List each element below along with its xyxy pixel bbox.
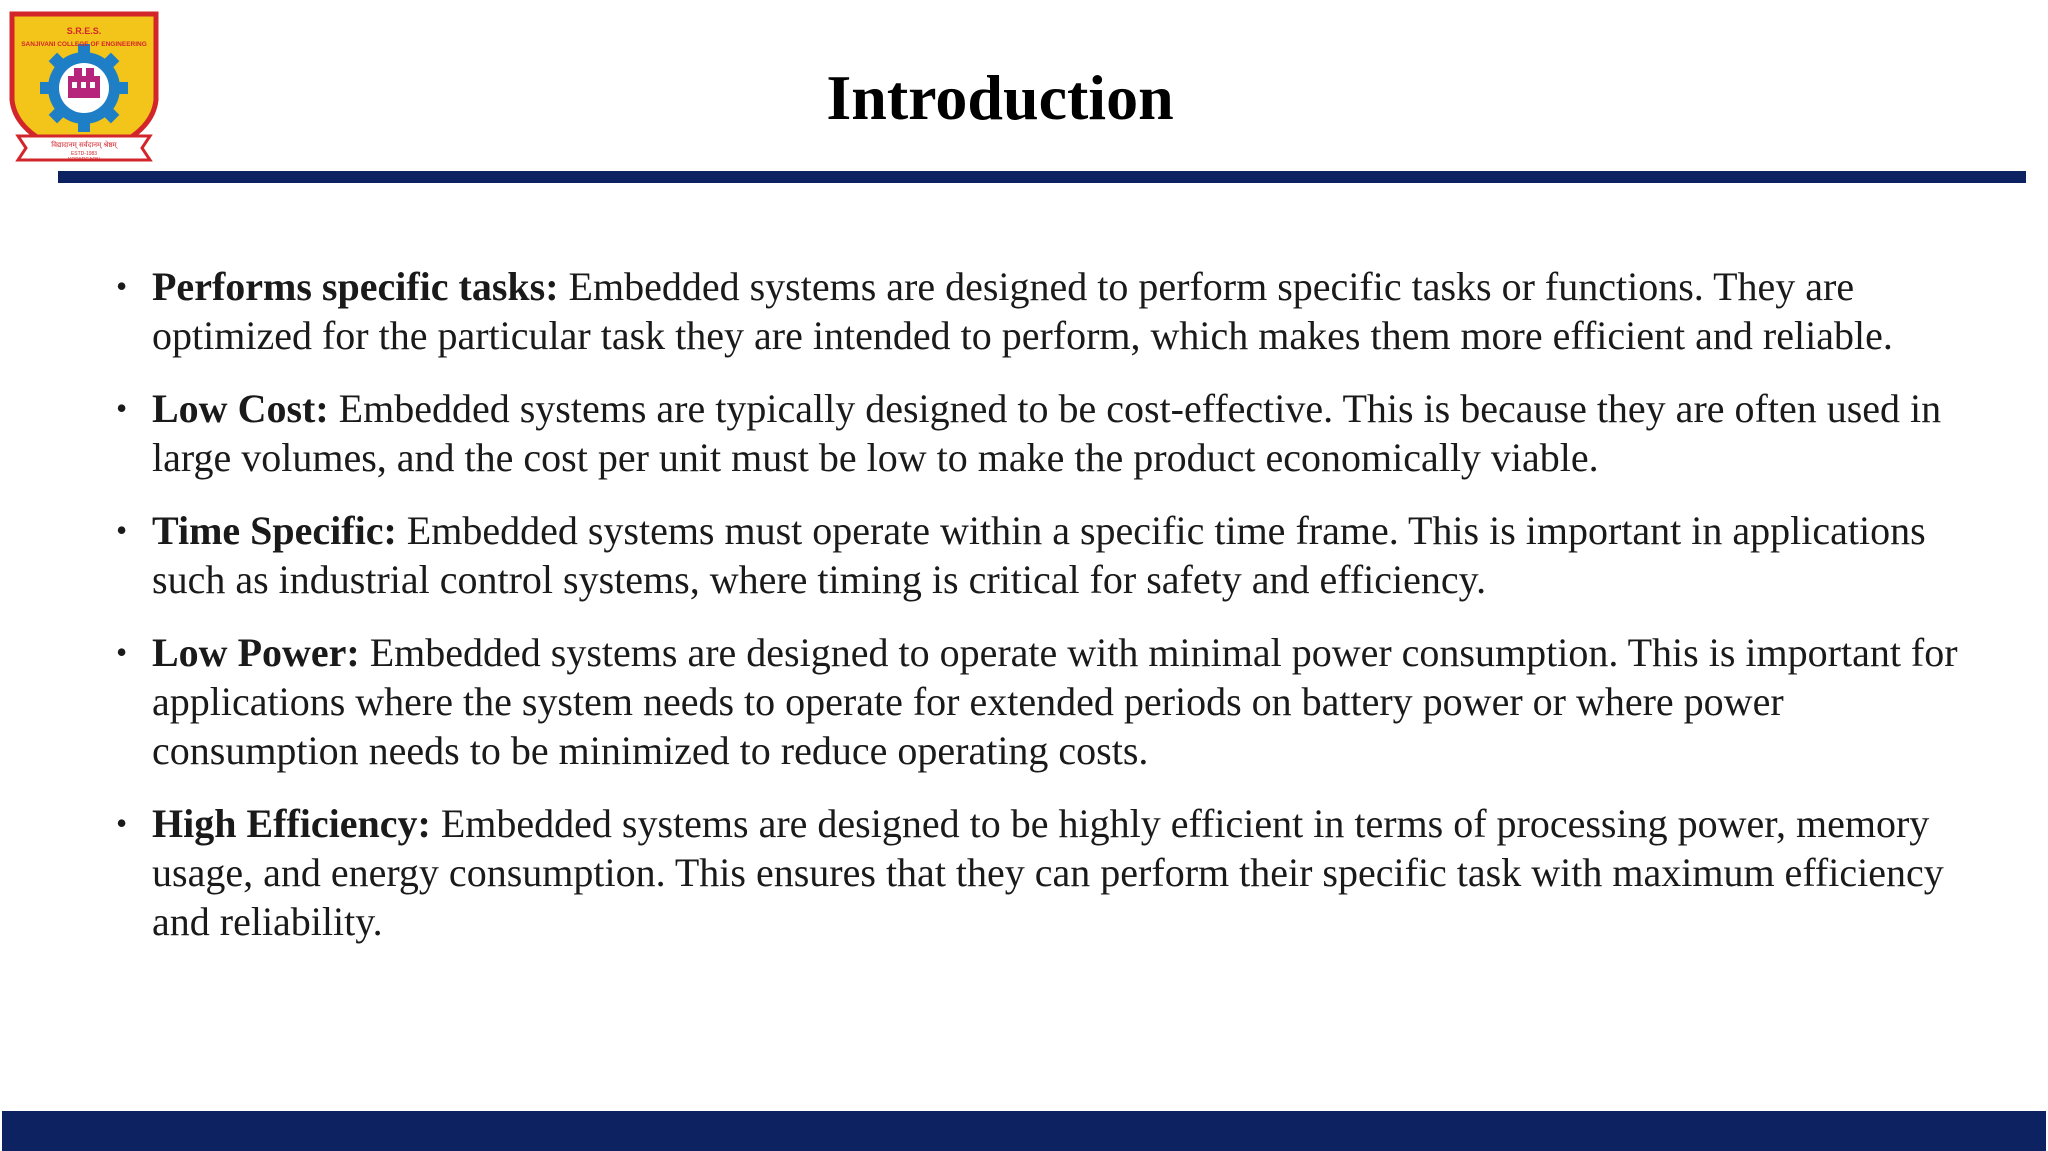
title-divider: [58, 171, 2026, 183]
bullet-term: High Efficiency:: [152, 801, 441, 846]
logo-top-text: S.R.E.S.: [66, 26, 102, 36]
list-item: [116, 384, 1996, 482]
list-item: [116, 506, 1996, 604]
bullet-list: [116, 262, 1996, 970]
bullet-term: Performs specific tasks:: [152, 264, 569, 309]
bullet-marker: •: [116, 390, 128, 426]
bullet-term: Low Power:: [152, 630, 370, 675]
logo-estd: ESTD-1983: [70, 151, 98, 157]
bullet-marker: •: [116, 512, 128, 548]
list-item: [116, 262, 1996, 360]
list-item: [116, 628, 1996, 775]
slide-title-text: Introduction: [826, 62, 1174, 133]
logo-motto: विद्यादानम् सर्वदानम् श्रेष्ठम्: [51, 141, 117, 149]
bullet-text: Embedded systems are typically designed to be cost-effective. This is because they are often used in large volumes, and the cost per unit must be low to make the product economically viable.: [152, 386, 1942, 480]
bullet-text: Embedded systems are designed to operate with minimal power consumption. This is important for applications where the system needs to operate for extended periods on battery power or where power consumption needs to be minimized to reduce operating costs.: [152, 630, 1958, 773]
footer-bar: [2, 1111, 2046, 1151]
bullet-term: Low Cost:: [152, 386, 339, 431]
slide-title: [0, 58, 2000, 138]
bullet-term: Time Specific:: [152, 508, 407, 553]
bullet-marker: •: [116, 634, 128, 670]
bullet-text: Embedded systems are designed to be highly efficient in terms of processing power, memory usage, and energy consumption. This ensures that they can perform their specific task with maximum efficiency and reliability.: [152, 801, 1944, 944]
bullet-marker: •: [116, 805, 128, 841]
bullet-text: Embedded systems must operate within a specific time frame. This is important in applications such as industrial control systems, where timing is critical for safety and efficiency.: [152, 508, 1926, 602]
logo-college-name: SANJIVANI COLLEGE OF ENGINEERING: [21, 41, 147, 48]
list-item: [116, 799, 1996, 946]
bullet-marker: •: [116, 268, 128, 304]
bullet-text: Embedded systems are designed to perform specific tasks or functions. They are optimized for the particular task they are intended to perform, which makes them more efficient and reliable.: [152, 264, 1893, 358]
logo-place: KOPARGAON: [68, 157, 100, 163]
